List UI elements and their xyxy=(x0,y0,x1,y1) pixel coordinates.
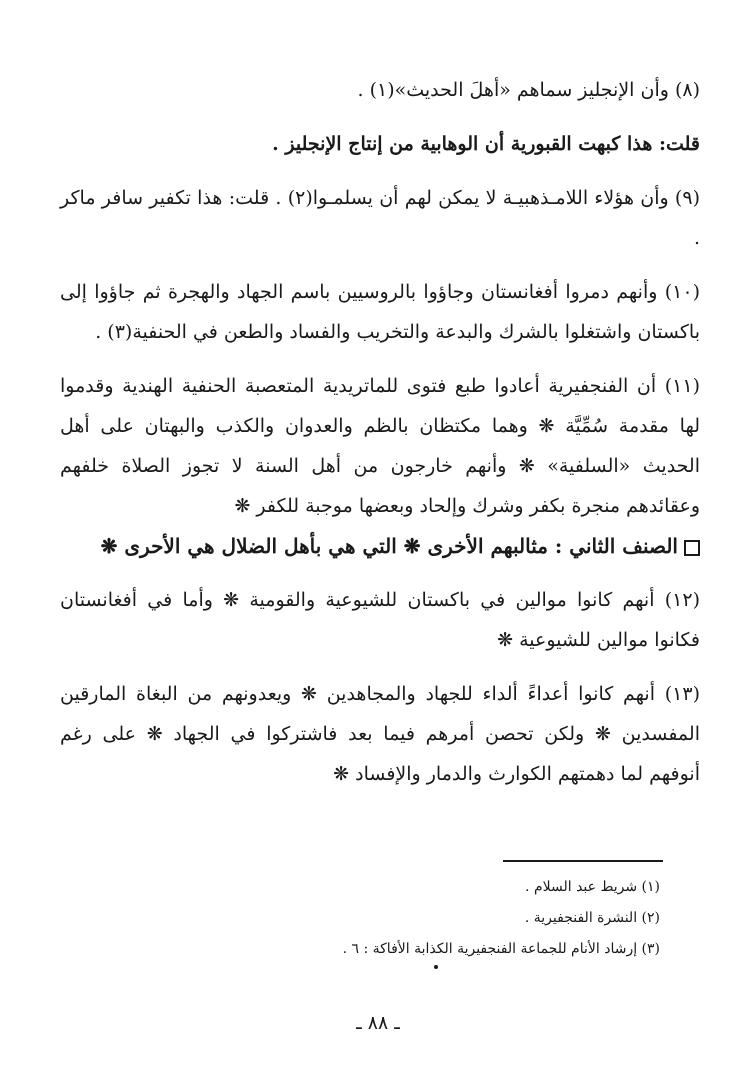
paragraph-11: (١١) أن الفنجفيرية أعادوا طبع فتوى للماتريدية المتعصبة الحنفية الهندية وقدموا لها مقدمة سُمِّيَّة ❋ وهما مكتظان بالظم والعدوان والكذب والبهتان على أهل الحديث «السلفية» ❋ وأنهم خارجون من أهل السنة لا تجوز الصلاة خلفهم وعقائدهم منجرة بكفر وشرك وإلحاد وبعضها موجبة للكفر ❋ xyxy=(60,375,700,517)
section-heading xyxy=(60,526,700,566)
paragraph-comment-1: قلت: هذا كبهت القبورية أن الوهابية من إنتاج الإنجليز . xyxy=(272,133,700,155)
square-bullet-icon xyxy=(684,540,700,556)
footnote-1: (١) شريط عبد السلام . xyxy=(525,879,660,895)
paragraph-12: (١٢) أنهم كانوا موالين في باكستان للشيوعية والقومية ❋ وأما في أفغانستان فكانوا موالين للشيوعية ❋ xyxy=(60,589,700,651)
footnote-divider xyxy=(503,860,663,862)
paragraph-10: (١٠) وأنهم دمروا أفغانستان وجاؤوا بالروسيين باسم الجهاد والهجرة ثم جاؤوا إلى باكستان واشتغلوا بالشرك والبدعة والتخريب والفساد والطعن في الحنفية(٣) . xyxy=(60,281,700,343)
footnote-3: (٣) إرشاد الأنام للجماعة الفنجفيرية الكذابة الأفاكة : ٦ . xyxy=(342,941,660,957)
page-body xyxy=(60,70,700,794)
footnote-2: (٢) النشرة الفنجفيرية . xyxy=(524,910,660,926)
paragraph-8: (٨) وأن الإنجليز سماهم «أهلَ الحديث»(١) . xyxy=(357,79,700,101)
section-heading-text: الصنف الثاني : مثالبهم الأخرى ❋ التي هي بأهل الضلال هي الأحرى ❋ xyxy=(100,534,678,558)
ink-dot xyxy=(434,965,438,969)
paragraph-9: (٩) وأن هؤلاء اللامـذهبيـة لا يمكن لهم أن يسلمـوا(٢) . قلت: هذا تكفير سافر ماكر . xyxy=(60,187,700,249)
footnotes xyxy=(140,872,660,965)
page-number: ـ ٨٨ ـ xyxy=(356,1012,400,1034)
paragraph-13: (١٣) أنهم كانوا أعداءً ألداء للجهاد والمجاهدين ❋ ويعدونهم من البغاة المارقين المفسدين ❋ ولكن تحصن أمرهم فيما بعد فاشتركوا في الجهاد ❋ على رغم أنوفهم لما دهمتهم الكوارث والدمار والإفساد ❋ xyxy=(60,683,700,785)
